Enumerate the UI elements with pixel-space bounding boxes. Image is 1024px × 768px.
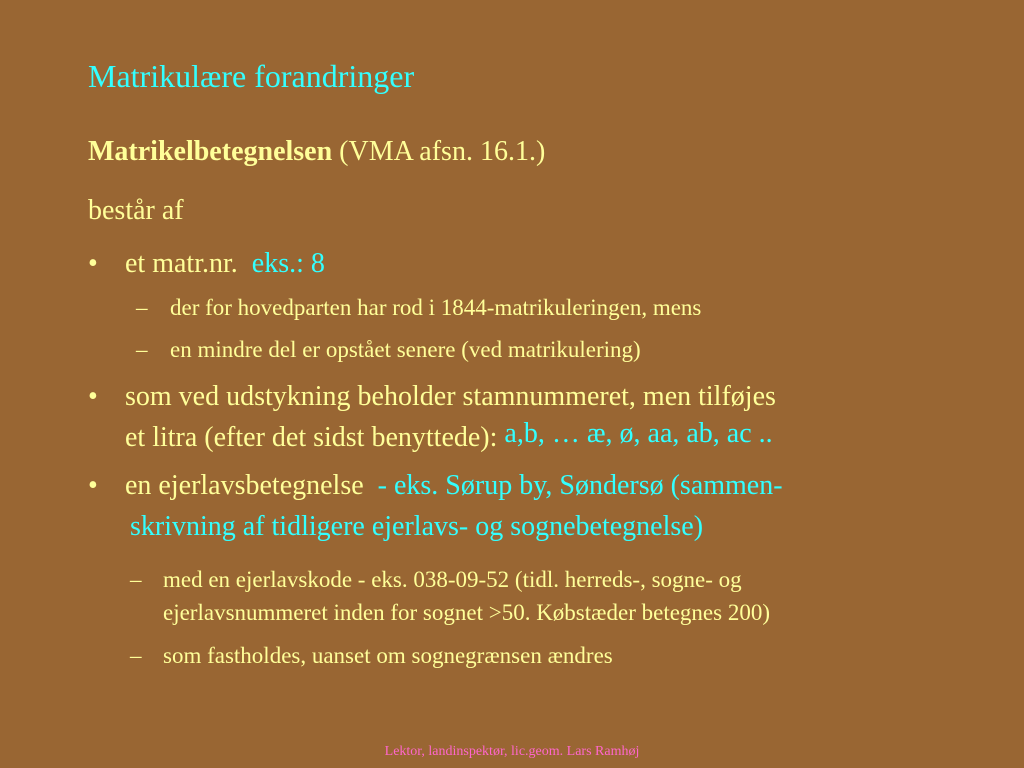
bullet-main-text: en ejerlavsbetegnelse: [125, 470, 364, 501]
slide-title: Matrikulære forandringer: [88, 58, 415, 94]
bullet-main-text: som ved udstykning beholder stamnummeret, men tilføjes: [125, 381, 776, 412]
bullet-marker: •: [88, 470, 98, 501]
sub-item-text: ejerlavsnummeret inden for sognet >50. Købstæder betegnes 200): [163, 600, 770, 625]
subtitle-bold: Matrikelbetegnelsen: [88, 136, 333, 167]
bullet-main-text: et matr.nr.: [125, 248, 238, 279]
dash-marker: –: [136, 337, 148, 362]
sub-item-text: med en ejerlavskode - eks. 038-09-52 (tidl. herreds-, sogne- og: [163, 567, 742, 592]
bullet-example-text: a,b, … æ, ø, aa, ab, ac ..: [504, 418, 773, 449]
bullet-litra: [125, 418, 773, 454]
bullet-main-text: et litra (efter det sidst benyttede):: [125, 422, 498, 453]
bullet-example-text: - eks. Sørup by, Søndersø (sammen-: [377, 470, 783, 501]
dash-marker: –: [130, 643, 142, 668]
bullet-matr-nr: [125, 248, 325, 280]
bullet-marker: •: [88, 381, 98, 412]
dash-marker: –: [136, 295, 148, 320]
slide-subtitle: [88, 136, 545, 168]
sub-item-text: en mindre del er opstået senere (ved matrikulering): [170, 337, 641, 362]
bullet-example-text: skrivning af tidligere ejerlavs- og sognebetegnelse): [130, 511, 704, 542]
sub-item-text: som fastholdes, uanset om sognegrænsen ændres: [163, 643, 613, 668]
bullet-example-text: eks.: 8: [251, 248, 325, 279]
subtitle-reference: (VMA afsn. 16.1.): [332, 136, 546, 167]
bullet-marker: •: [88, 248, 98, 279]
dash-marker: –: [130, 567, 142, 592]
sub-item-text: der for hovedparten har rod i 1844-matrikuleringen, mens: [170, 295, 702, 320]
footer-author: Lektor, landinspektør, lic.geom. Lars Ramhøj: [384, 744, 640, 759]
bullet-ejerlav: [125, 470, 783, 502]
intro-text: består af: [88, 195, 184, 226]
